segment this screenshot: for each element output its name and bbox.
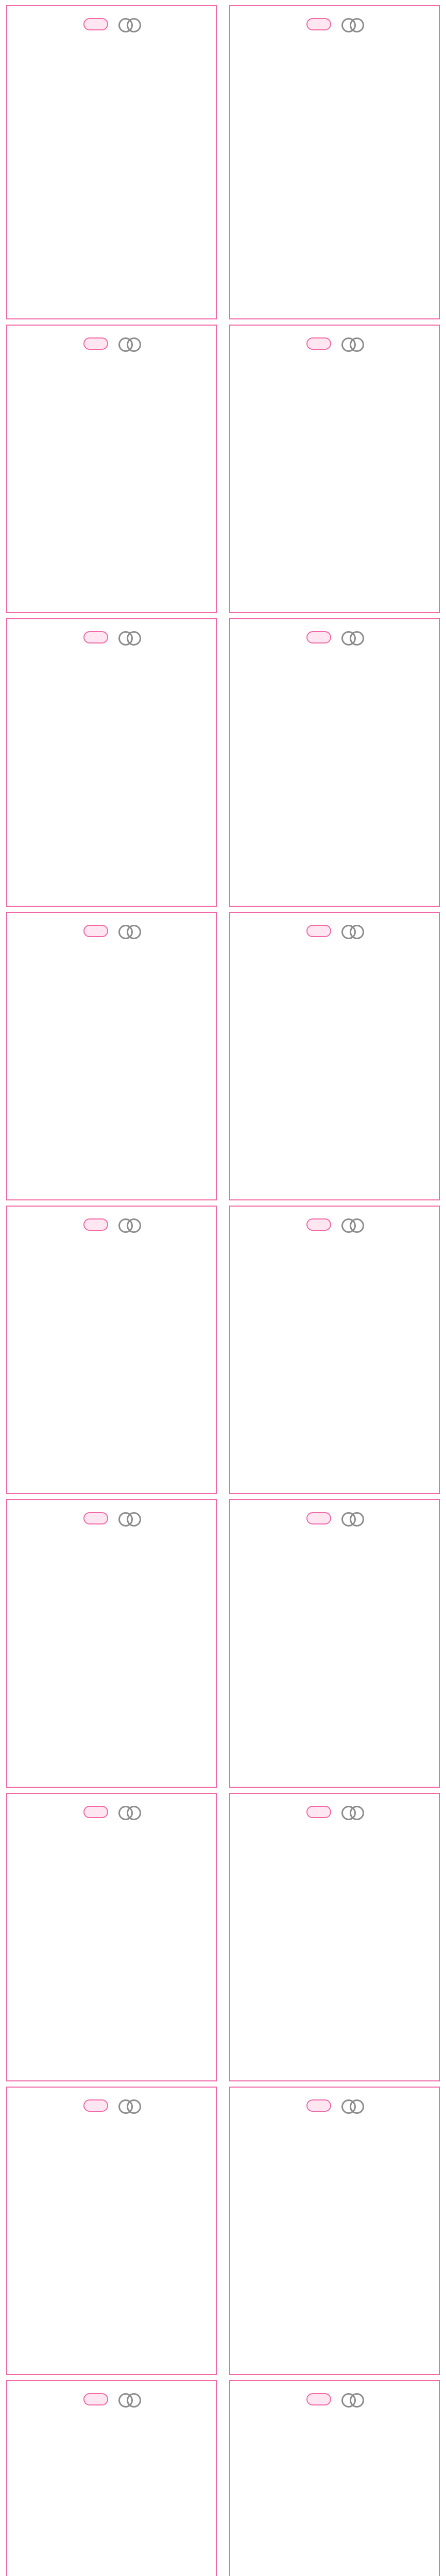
ring-icon xyxy=(350,2393,364,2408)
wedding-rings-icon xyxy=(340,336,363,351)
announcement-card xyxy=(6,2087,217,2375)
wedding-rings-icon xyxy=(117,630,140,645)
title-ribbon xyxy=(83,18,108,30)
title-ribbon xyxy=(83,337,108,350)
card-title xyxy=(230,6,439,42)
title-ribbon xyxy=(83,2099,108,2112)
ring-icon xyxy=(350,2099,364,2114)
announcement-card xyxy=(6,618,217,907)
announcement-card xyxy=(229,2087,440,2375)
card-title xyxy=(230,1500,439,1536)
wedding-rings-icon xyxy=(117,1217,140,1232)
ring-icon xyxy=(127,2393,141,2408)
announcement-card xyxy=(229,5,440,319)
card-title xyxy=(230,2381,439,2417)
title-ribbon xyxy=(83,1512,108,1524)
announcement-card xyxy=(229,2380,440,2576)
title-ribbon xyxy=(83,1218,108,1231)
wedding-rings-icon xyxy=(340,630,363,645)
card-body xyxy=(7,655,216,672)
ring-icon xyxy=(127,925,141,939)
wedding-rings-icon xyxy=(340,2098,363,2113)
announcement-card xyxy=(229,912,440,1200)
right-column xyxy=(223,0,446,2576)
card-title xyxy=(230,1794,439,1830)
ring-icon xyxy=(127,337,141,352)
title-ribbon xyxy=(306,2393,331,2405)
wedding-rings-icon xyxy=(117,2098,140,2113)
title-ribbon xyxy=(83,2393,108,2405)
wedding-rings-icon xyxy=(117,1805,140,1819)
title-ribbon xyxy=(83,1806,108,1818)
card-title xyxy=(7,1794,216,1830)
card-body xyxy=(230,2124,439,2140)
title-ribbon xyxy=(306,18,331,30)
ring-icon xyxy=(127,1806,141,1820)
ring-icon xyxy=(350,18,364,32)
wedding-rings-icon xyxy=(340,17,363,31)
wedding-rings-icon xyxy=(340,1805,363,1819)
card-body xyxy=(230,1243,439,1259)
card-title xyxy=(230,1207,439,1243)
announcement-card xyxy=(229,1499,440,1788)
ring-icon xyxy=(350,337,364,352)
card-body xyxy=(230,362,439,378)
card-body xyxy=(7,2124,216,2140)
wedding-rings-icon xyxy=(117,2392,140,2406)
announcement-card xyxy=(229,1793,440,2081)
card-body xyxy=(7,1536,216,1553)
wedding-rings-icon xyxy=(117,336,140,351)
card-body xyxy=(7,1243,216,1259)
card-body xyxy=(7,1830,216,1846)
card-title xyxy=(230,913,439,949)
title-ribbon xyxy=(306,925,331,937)
announcement-card xyxy=(229,325,440,613)
ring-icon xyxy=(350,1806,364,1820)
wedding-rings-icon xyxy=(117,1511,140,1526)
ring-icon xyxy=(350,1512,364,1527)
ring-icon xyxy=(127,18,141,32)
card-body xyxy=(230,1536,439,1553)
wedding-rings-icon xyxy=(340,924,363,938)
card-body xyxy=(7,2417,216,2434)
announcement-card xyxy=(6,1793,217,2081)
title-ribbon xyxy=(306,337,331,350)
ring-icon xyxy=(127,2099,141,2114)
wedding-rings-icon xyxy=(340,2392,363,2406)
card-title xyxy=(7,2088,216,2124)
card-title xyxy=(7,913,216,949)
announcement-card xyxy=(6,325,217,613)
title-ribbon xyxy=(83,631,108,643)
ring-icon xyxy=(127,1218,141,1233)
card-body xyxy=(230,42,439,59)
announcement-card xyxy=(6,912,217,1200)
announcement-card xyxy=(6,5,217,319)
announcement-card xyxy=(6,1206,217,1494)
card-body xyxy=(7,362,216,378)
ring-icon xyxy=(127,1512,141,1527)
card-title xyxy=(7,326,216,362)
ring-icon xyxy=(350,1218,364,1233)
card-title xyxy=(230,326,439,362)
card-title xyxy=(230,2088,439,2124)
announcement-card xyxy=(6,1499,217,1788)
wedding-rings-icon xyxy=(117,924,140,938)
card-body xyxy=(230,1830,439,1846)
card-title xyxy=(7,6,216,42)
card-body xyxy=(7,949,216,965)
title-ribbon xyxy=(306,1806,331,1818)
announcement-card xyxy=(6,2380,217,2576)
announcement-card xyxy=(229,618,440,907)
title-ribbon xyxy=(306,1218,331,1231)
card-body xyxy=(230,655,439,672)
wedding-rings-icon xyxy=(117,17,140,31)
card-title xyxy=(7,1207,216,1243)
ring-icon xyxy=(127,631,141,646)
card-body xyxy=(230,2417,439,2434)
announcement-card xyxy=(229,1206,440,1494)
card-title xyxy=(230,619,439,655)
wedding-rings-icon xyxy=(340,1511,363,1526)
title-ribbon xyxy=(306,631,331,643)
card-title xyxy=(7,1500,216,1536)
title-ribbon xyxy=(306,1512,331,1524)
card-body xyxy=(7,42,216,59)
ring-icon xyxy=(350,631,364,646)
wedding-rings-icon xyxy=(340,1217,363,1232)
title-ribbon xyxy=(83,925,108,937)
card-title xyxy=(7,2381,216,2417)
card-body xyxy=(230,949,439,965)
card-title xyxy=(7,619,216,655)
title-ribbon xyxy=(306,2099,331,2112)
ring-icon xyxy=(350,925,364,939)
